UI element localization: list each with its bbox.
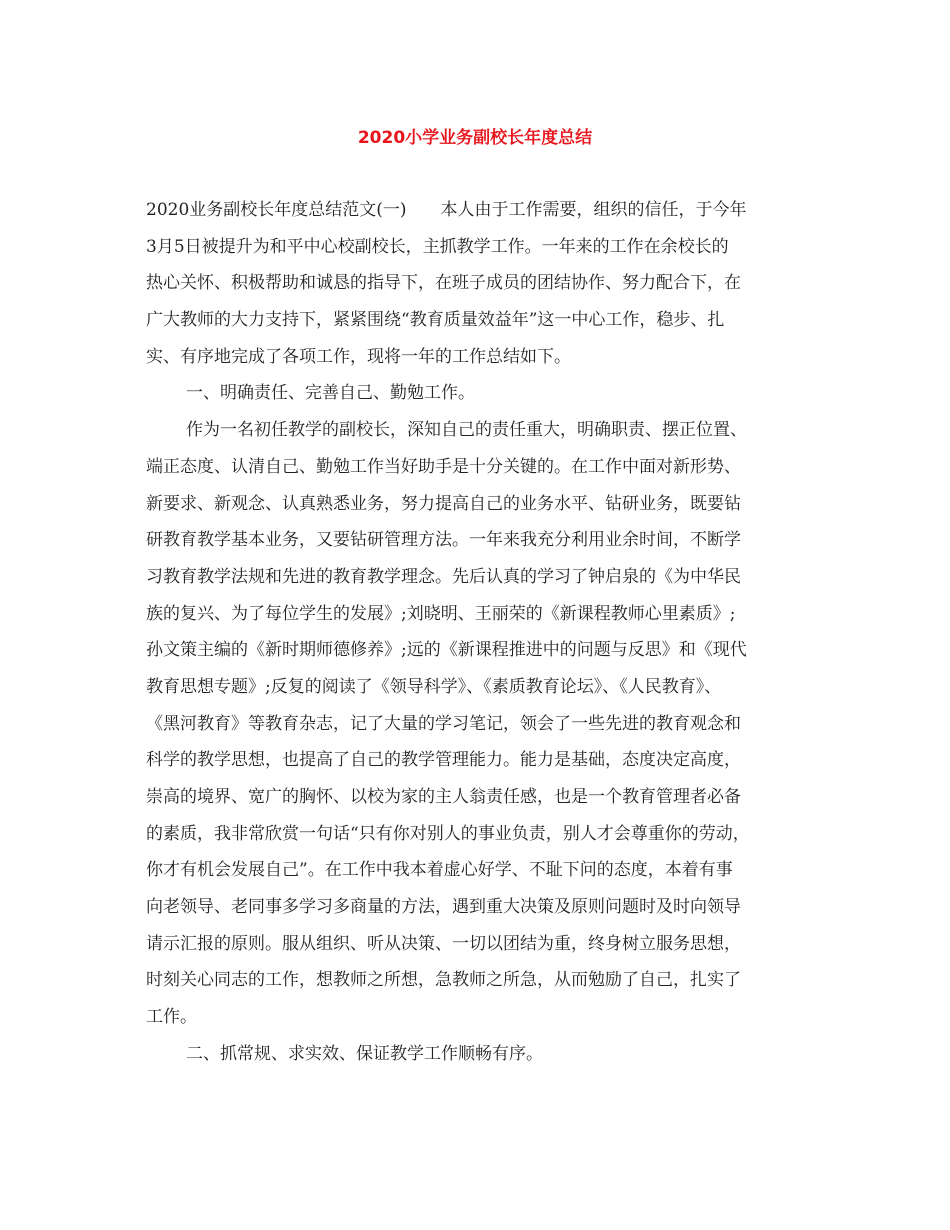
paragraph-line: 2020业务副校长年度总结范文(一) 本人由于工作需要，组织的信任，于今年 — [146, 200, 747, 220]
paragraph-line: 时刻关心同志的工作，想教师之所想，急教师之所急，从而勉励了自己，扎实了 — [146, 970, 741, 991]
paragraph-line: 端正态度、认清自己、勤勉工作当好助手是十分关键的。在工作中面对新形势、 — [146, 456, 741, 477]
paragraph-line: 工作。 — [146, 1007, 197, 1028]
document-title: 2020小学业务副校长年度总结 — [357, 128, 593, 148]
section-heading: 二、抓常规、求实效、保证教学工作顺畅有序。 — [186, 1043, 543, 1064]
section-heading: 一、明确责任、完善自己、勤勉工作。 — [186, 383, 475, 404]
paragraph-line: 习教育教学法规和先进的教育教学理念。先后认真的学习了钟启泉的《为中华民 — [146, 566, 741, 587]
paragraph-line: 《黑河教育》等教育杂志，记了大量的学习笔记，领会了一些先进的教育观念和 — [146, 713, 741, 734]
paragraph-line: 热心关怀、积极帮助和诚恳的指导下，在班子成员的团结协作、努力配合下，在 — [146, 273, 741, 294]
paragraph-line: 的素质，我非常欣赏一句话“只有你对别人的事业负责，别人才会尊重你的劳动， — [146, 823, 750, 844]
paragraph-line: 孙文策主编的《新时期师德修养》;远的《新课程推进中的问题与反思》和《现代 — [146, 640, 747, 661]
paragraph-line: 实、有序地完成了各项工作，现将一年的工作总结如下。 — [146, 346, 571, 367]
paragraph-line: 研教育教学基本业务，又要钻研管理方法。一年来我充分利用业余时间，不断学 — [146, 530, 741, 551]
paragraph-line: 新要求、新观念、认真熟悉业务，努力提高自己的业务水平、钻研业务，既要钻 — [146, 493, 741, 514]
paragraph-line: 科学的教学思想，也提高了自己的教学管理能力。能力是基础，态度决定高度， — [146, 750, 741, 771]
paragraph-line: 作为一名初任教学的副校长，深知自己的责任重大，明确职责、摆正位置、 — [186, 420, 747, 441]
paragraph-line: 你才有机会发展自己”。在工作中我本着虚心好学、不耻下问的态度，本着有事 — [146, 860, 733, 881]
document-body — [146, 196, 816, 1077]
paragraph-line: 广大教师的大力支持下，紧紧围绕“教育质量效益年”这一中心工作，稳步、扎 — [146, 310, 725, 331]
paragraph-line: 3月5日被提升为和平中心校副校长，主抓教学工作。一年来的工作在余校长的 — [146, 236, 729, 257]
paragraph-line: 族的复兴、为了每位学生的发展》;刘晓明、王丽荣的《新课程教师心里素质》; — [146, 603, 736, 624]
paragraph-line: 向老领导、老同事多学习多商量的方法，遇到重大决策及原则问题时及时向领导 — [146, 897, 741, 918]
paragraph-line: 请示汇报的原则。服从组织、听从决策、一切以团结为重，终身树立服务思想， — [146, 933, 741, 954]
paragraph-line: 教育思想专题》;反复的阅读了《领导科学》、《素质教育论坛》、《人民教育》、 — [146, 676, 722, 697]
paragraph-line: 崇高的境界、宽广的胸怀、以校为家的主人翁责任感，也是一个教育管理者必备 — [146, 787, 741, 807]
